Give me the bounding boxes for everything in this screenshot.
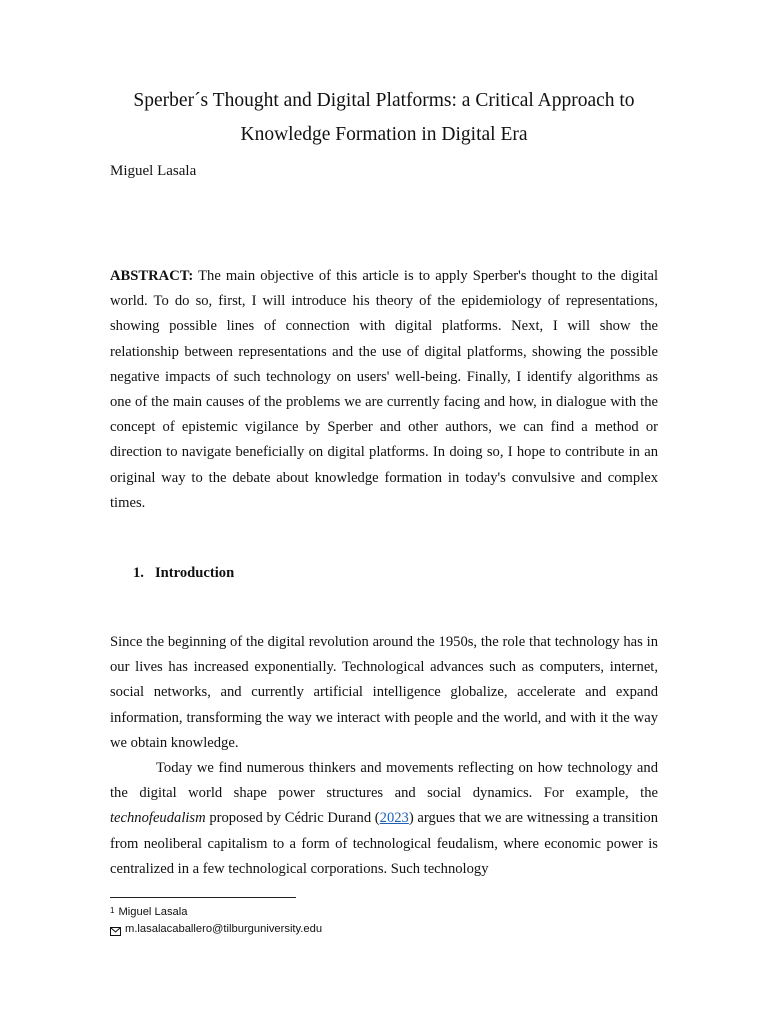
section-number: 1. bbox=[133, 565, 144, 581]
body-text bbox=[110, 630, 658, 882]
footnote-email[interactable]: m.lasalacaballero@tilburguniversity.edu bbox=[125, 923, 323, 935]
footnote-divider bbox=[110, 897, 296, 898]
term-technofeudalism: technofeudalism bbox=[110, 810, 206, 827]
abstract-text: The main objective of this article is to apply Sperber's thought to the digital world. To do so, first, I will introduce his theory of the epidemiology of representations, showing possible lines of connection with digital platforms. Next, I will show the relationship between representations and the use of digital platforms, showing the possible negative impacts of such technology on users' well-being. Finally, I identify algorithms as one of the main causes of the problems we are currently facing and how, in dialogue with the concept of epistemic vigilance by Sperber and other authors, we can find a method or direction to navigate beneficially on digital platforms. In doing so, I hope to contribute in an original way to the debate about knowledge formation in today's convulsive and complex times. bbox=[110, 268, 658, 511]
section-heading-introduction bbox=[133, 562, 234, 584]
title-line-2: Knowledge Formation in Digital Era bbox=[240, 124, 528, 145]
paragraph-2-text-a: Today we find numerous thinkers and movements reflecting on how technology and the digital world shape power structures and social dynamics. For example, the bbox=[110, 760, 658, 802]
paper-title bbox=[80, 84, 688, 152]
abstract-label: ABSTRACT: bbox=[110, 268, 194, 284]
footnote-author-line bbox=[110, 904, 322, 921]
body-paragraph-1: Since the beginning of the digital revolution around the 1950s, the role that technology has in our lives has increased exponentially. Technological advances such as computers, internet, social networks, and currently artificial intelligence globalize, accelerate and expand information, transforming the way we interact with people and the world, and with it the way we obtain knowledge. bbox=[110, 634, 658, 751]
body-paragraph-2 bbox=[110, 756, 658, 882]
footnote-email-line bbox=[110, 921, 322, 938]
title-line-1: Sperber´s Thought and Digital Platforms: a Critical Approach to bbox=[133, 90, 635, 111]
footnote-author: Miguel Lasala bbox=[118, 906, 188, 918]
author-name: Miguel Lasala bbox=[110, 163, 197, 179]
footnote-area bbox=[110, 904, 322, 938]
footnote-marker: 1 bbox=[110, 905, 115, 915]
paragraph-2-text-b: proposed by Cédric Durand ( bbox=[205, 810, 380, 827]
citation-link-2023[interactable]: 2023 bbox=[379, 810, 409, 827]
paragraph-2-text-c: ) argues that we are witnessing a transition from neoliberal capitalism to a form of technological feudalism, where economic power is centralized in a few technological corporations. Such technology bbox=[110, 810, 658, 877]
abstract bbox=[110, 264, 658, 516]
section-title: Introduction bbox=[155, 565, 235, 581]
envelope-icon bbox=[110, 925, 121, 934]
